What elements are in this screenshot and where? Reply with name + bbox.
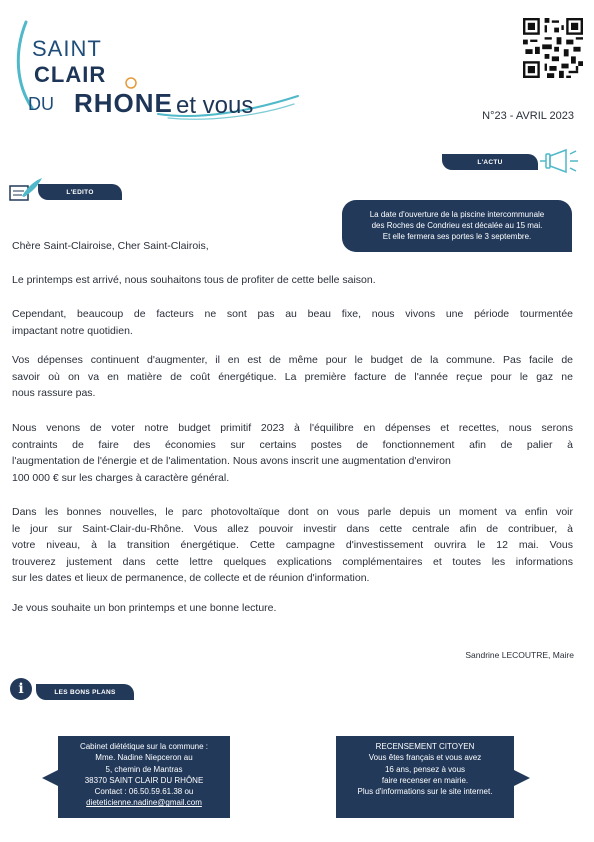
- edito-paragraph: [12, 420, 573, 486]
- text-line: Le printemps est arrivé, nous souhaitons tous de profiter de cette belle saison.: [12, 274, 376, 286]
- box-line: Mme. Nadine Niepceron au: [95, 753, 193, 763]
- text-line: 100 000 € sur les charges à caractère général.: [12, 471, 230, 484]
- text-line: nous rassure pas.: [12, 387, 96, 399]
- logo-word-clair: CLAIR: [34, 62, 107, 87]
- section-tag-actu: L'ACTU: [442, 154, 538, 170]
- text-line: Nous venons de voter notre budget primitif 2023 à l'équilibre en dépenses et recettes, nous serons: [12, 422, 573, 434]
- text-line: contraints de faire des économies sur certains postes de fonctionnement afin de palier à: [12, 438, 573, 451]
- issue-number: N°23 - AVRIL 2023: [482, 110, 574, 122]
- box-line: 16 ans, pensez à vous: [384, 764, 466, 774]
- news-line: La date d'ouverture de la piscine intercommunale: [369, 210, 545, 219]
- edito-paragraph: [12, 504, 573, 587]
- text-line: Vos dépenses continuent d'augmenter, il en est de même pour le budget de la commune. Pas facile de: [12, 354, 573, 366]
- megaphone-icon: [540, 148, 584, 176]
- text-line: sur les dates et lieux de permanence, de collecte et de réunion d'information.: [12, 572, 370, 584]
- edito-paragraph: [12, 306, 573, 339]
- text-line: Dans les bonnes nouvelles, le parc photovoltaïque dont on vous parle depuis un moment va enfin voir: [12, 506, 573, 518]
- box-line: Vous êtes français et vous avez: [368, 753, 482, 763]
- info-icon: i: [10, 678, 32, 700]
- text-line: savoir où on va en matière de coût énergétique. La première facture de l'année reçue pour le gaz ne: [12, 370, 573, 383]
- box-line: 5, chemin de Mantras: [105, 764, 183, 774]
- box-line: Cabinet diététique sur la commune :: [79, 742, 209, 751]
- logo: [8, 12, 308, 122]
- box-line: 38370 SAINT CLAIR DU RHÔNE: [84, 775, 204, 785]
- logo-word-et-vous: et vous: [176, 92, 254, 119]
- qr-code-icon[interactable]: [523, 18, 583, 78]
- text-line: trouverez justement dans cette lettre quelques explications complémentaires et toutes les informations: [12, 555, 573, 568]
- text-line: Chère Saint-Clairoise, Cher Saint-Clairois,: [12, 240, 209, 252]
- signature: Sandrine LECOUTRE, Maire: [465, 650, 574, 660]
- text-line: le jour sur Saint-Clair-du-Rhône. Vous allez pouvoir investir dans cette centrale afin de contribuer, à: [12, 522, 573, 535]
- box-line: Contact : 06.50.59.61.38 ou: [94, 787, 194, 797]
- text-line: impactant notre quotidien.: [12, 324, 133, 337]
- edito-paragraph: [12, 352, 573, 402]
- section-tag-bons-plans: LES BONS PLANS: [36, 684, 134, 700]
- text-line: l'augmentation de l'énergie et de l'alimentation. Nous avons inscrit une augmentation d'environ: [12, 455, 451, 467]
- box-title: RECENSEMENT CITOYEN: [375, 742, 475, 751]
- logo-word-rhone: RHONE: [74, 88, 173, 118]
- dietetique-box: [58, 736, 230, 818]
- news-line: Et elle fermera ses portes le 3 septembre.: [382, 232, 532, 241]
- box-line: Plus d'informations sur le site internet.: [357, 787, 493, 797]
- box-line: faire recenser en mairie.: [381, 775, 469, 785]
- edito-paragraph: [12, 272, 573, 289]
- recensement-box: [336, 736, 514, 818]
- logo-word-du: DU: [28, 94, 54, 114]
- email-link[interactable]: dieteticienne.nadine@gmail.com: [86, 798, 202, 808]
- text-line: Je vous souhaite un bon printemps et une bonne lecture.: [12, 602, 277, 614]
- news-line: des Roches de Condrieu est décalée au 15 mai.: [371, 221, 543, 230]
- text-line: votre niveau, à la transition énergétique. Cette campagne d'investissement ouvrira le 12 mai. Vous: [12, 539, 573, 551]
- section-tag-edito: L'EDITO: [38, 184, 122, 200]
- edito-greeting: [12, 238, 573, 255]
- logo-word-saint: SAINT: [32, 36, 102, 61]
- edito-paragraph: [12, 600, 573, 617]
- text-line: Cependant, beaucoup de facteurs ne sont pas au beau fixe, nous vivons une période tourmentée: [12, 308, 573, 320]
